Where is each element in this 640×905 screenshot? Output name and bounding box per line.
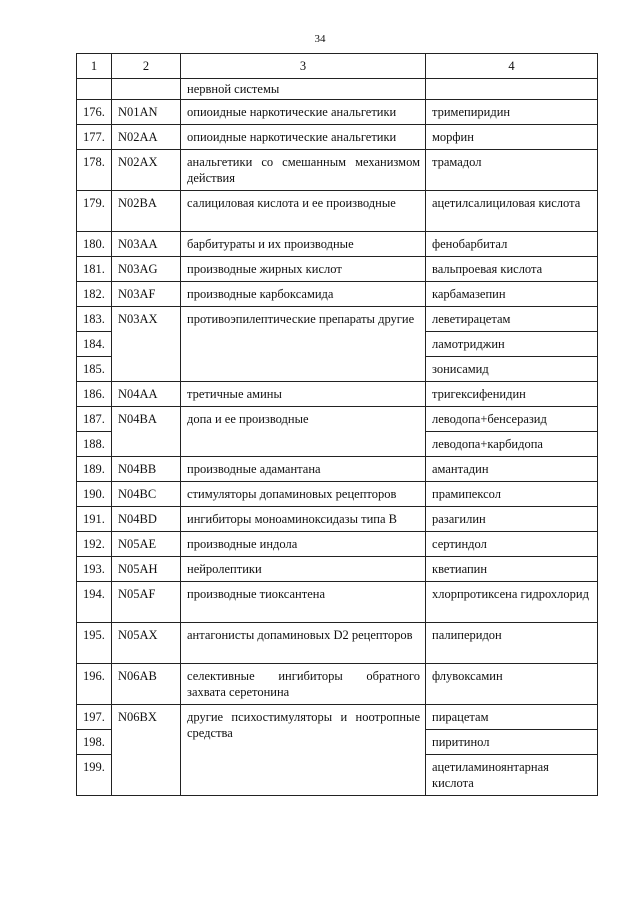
row-number: 189.	[77, 457, 112, 482]
row-number: 178.	[77, 150, 112, 191]
table-row	[77, 532, 598, 557]
table-row	[77, 705, 598, 730]
pharm-group: опиоидные наркотические анальгетики	[181, 125, 426, 150]
atc-code: N03AG	[112, 257, 181, 282]
table-row	[77, 257, 598, 282]
table-row	[77, 623, 598, 664]
pharm-group: барбитураты и их производные	[181, 232, 426, 257]
pharm-group: стимуляторы допаминовых рецепторов	[181, 482, 426, 507]
table-row	[77, 582, 598, 623]
continuation-text: нервной системы	[181, 79, 426, 100]
table-row	[77, 307, 598, 332]
drug-name: пирацетам	[426, 705, 598, 730]
atc-code: N05AX	[112, 623, 181, 664]
row-number: 195.	[77, 623, 112, 664]
row-number: 185.	[77, 357, 112, 382]
drug-name: амантадин	[426, 457, 598, 482]
row-number: 182.	[77, 282, 112, 307]
atc-code: N02BA	[112, 191, 181, 232]
atc-code: N05AE	[112, 532, 181, 557]
drug-name: леводопа+карбидопа	[426, 432, 598, 457]
row-number: 193.	[77, 557, 112, 582]
table-row	[77, 191, 598, 232]
row-number: 184.	[77, 332, 112, 357]
row-number: 191.	[77, 507, 112, 532]
drug-name: флувоксамин	[426, 664, 598, 705]
row-number: 186.	[77, 382, 112, 407]
row-number: 197.	[77, 705, 112, 730]
drug-name: зонисамид	[426, 357, 598, 382]
pharm-group: производные тиоксантена	[181, 582, 426, 623]
row-number: 180.	[77, 232, 112, 257]
table-row	[77, 557, 598, 582]
pharm-group: производные жирных кислот	[181, 257, 426, 282]
atc-code: N04AA	[112, 382, 181, 407]
pharm-group: допа и ее производные	[181, 407, 426, 457]
pharm-group: салициловая кислота и ее производные	[181, 191, 426, 232]
drug-name: хлорпротиксена гидрохлорид	[426, 582, 598, 623]
row-number: 183.	[77, 307, 112, 332]
atc-code: N03AX	[112, 307, 181, 382]
header-col-4: 4	[426, 54, 598, 79]
drug-name: тримепиридин	[426, 100, 598, 125]
atc-code: N02AA	[112, 125, 181, 150]
drug-name: сертиндол	[426, 532, 598, 557]
table-row	[77, 382, 598, 407]
row-number: 177.	[77, 125, 112, 150]
pharm-group: производные индола	[181, 532, 426, 557]
atc-code: N06BX	[112, 705, 181, 796]
pharm-group: нейролептики	[181, 557, 426, 582]
drug-name: палиперидон	[426, 623, 598, 664]
drug-name: вальпроевая кислота	[426, 257, 598, 282]
table-row	[77, 282, 598, 307]
row-number: 190.	[77, 482, 112, 507]
table-row	[77, 100, 598, 125]
table-row	[77, 232, 598, 257]
atc-code: N01AN	[112, 100, 181, 125]
header-col-2: 2	[112, 54, 181, 79]
drug-name: карбамазепин	[426, 282, 598, 307]
pharm-group: ингибиторы моноаминоксидазы типа В	[181, 507, 426, 532]
pharm-group: третичные амины	[181, 382, 426, 407]
row-number: 192.	[77, 532, 112, 557]
table-row-continuation	[77, 79, 598, 100]
page-number: 34	[314, 33, 326, 45]
row-number: 198.	[77, 730, 112, 755]
table-row	[77, 407, 598, 432]
drug-name: морфин	[426, 125, 598, 150]
pharm-group: другие психостимуляторы и ноотропные средства	[181, 705, 426, 796]
drug-name: леветирацетам	[426, 307, 598, 332]
pharm-group: производные адамантана	[181, 457, 426, 482]
pharm-group: анальгетики со смешанным механизмом действия	[181, 150, 426, 191]
drug-name: трамадол	[426, 150, 598, 191]
pharm-group: антагонисты допаминовых D2 рецепторов	[181, 623, 426, 664]
table-row	[77, 507, 598, 532]
drug-name: фенобарбитал	[426, 232, 598, 257]
drug-name: ацетиламиноянтарная кислота	[426, 755, 598, 796]
atc-code: N03AF	[112, 282, 181, 307]
atc-code: N04BD	[112, 507, 181, 532]
atc-code: N02AX	[112, 150, 181, 191]
drug-table	[76, 53, 598, 796]
row-number: 179.	[77, 191, 112, 232]
header-col-3: 3	[181, 54, 426, 79]
table-row	[77, 482, 598, 507]
atc-code: N06AB	[112, 664, 181, 705]
drug-name: леводопа+бенсеразид	[426, 407, 598, 432]
row-number: 194.	[77, 582, 112, 623]
pharm-group: противоэпилептические препараты другие	[181, 307, 426, 382]
drug-name: ламотриджин	[426, 332, 598, 357]
table-row	[77, 125, 598, 150]
drug-name: прамипексол	[426, 482, 598, 507]
atc-code: N03AA	[112, 232, 181, 257]
pharm-group: производные карбоксамида	[181, 282, 426, 307]
atc-code: N04BB	[112, 457, 181, 482]
drug-name: ацетилсалициловая кислота	[426, 191, 598, 232]
table-header-row	[77, 54, 598, 79]
atc-code: N04BA	[112, 407, 181, 457]
drug-name: разагилин	[426, 507, 598, 532]
table-row	[77, 457, 598, 482]
drug-name: пиритинол	[426, 730, 598, 755]
pharm-group: селективные ингибиторы обратного захвата серетонина	[181, 664, 426, 705]
atc-code: N05AH	[112, 557, 181, 582]
table-row	[77, 664, 598, 705]
row-number: 199.	[77, 755, 112, 796]
row-number: 181.	[77, 257, 112, 282]
header-col-1: 1	[77, 54, 112, 79]
drug-name: тригексифенидин	[426, 382, 598, 407]
atc-code: N05AF	[112, 582, 181, 623]
row-number: 196.	[77, 664, 112, 705]
row-number: 188.	[77, 432, 112, 457]
row-number: 187.	[77, 407, 112, 432]
atc-code: N04BC	[112, 482, 181, 507]
row-number: 176.	[77, 100, 112, 125]
drug-name: кветиапин	[426, 557, 598, 582]
table-row	[77, 150, 598, 191]
pharm-group: опиоидные наркотические анальгетики	[181, 100, 426, 125]
